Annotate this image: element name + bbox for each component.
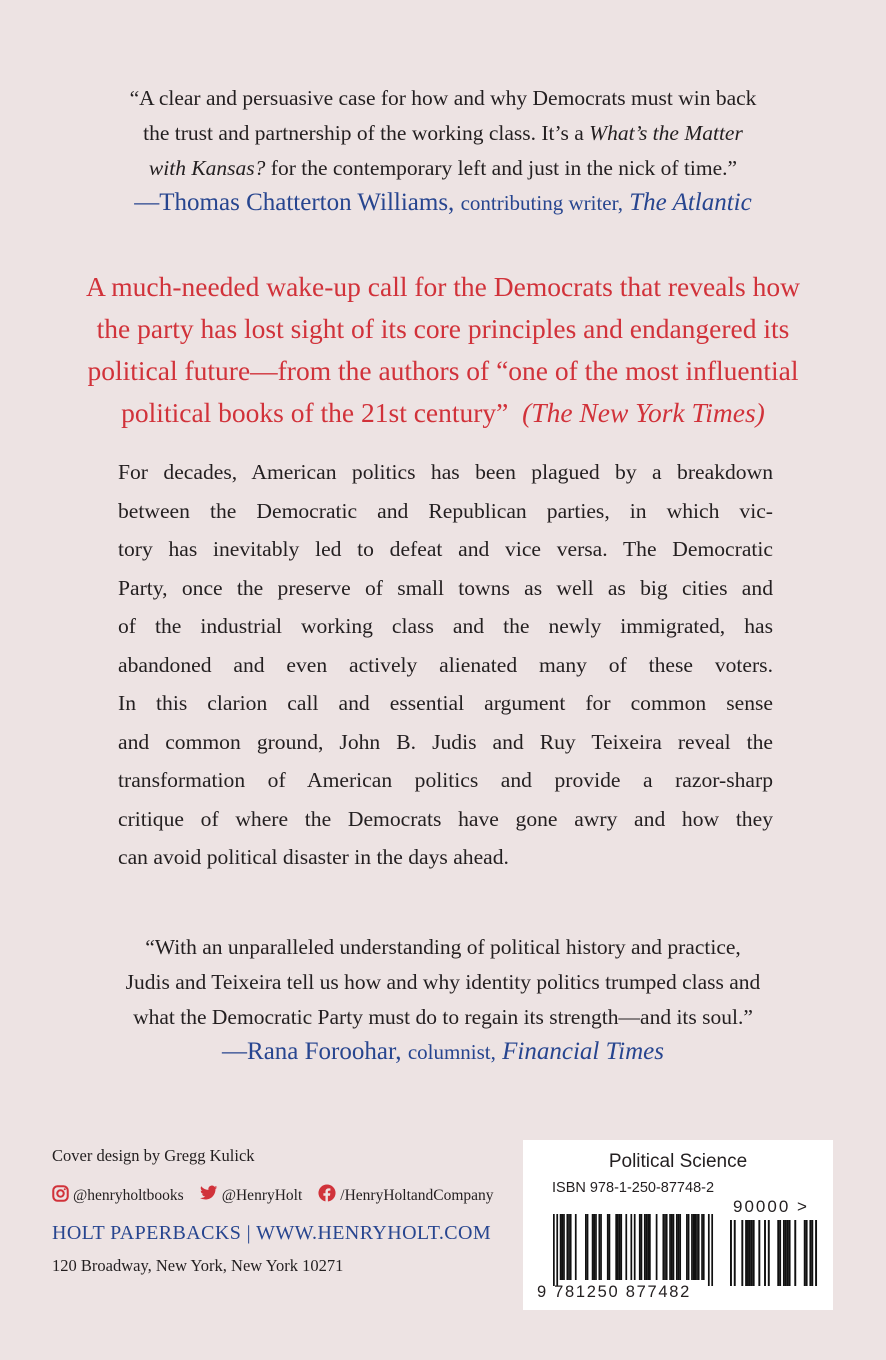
barcode-bar (600, 1214, 602, 1280)
instagram-link[interactable] (52, 1185, 184, 1207)
barcode-bar (783, 1220, 785, 1286)
barcode-bar (664, 1214, 666, 1280)
main-barcode-bars (553, 1214, 713, 1286)
barcode-bar (676, 1214, 678, 1280)
quote1-line2 (0, 116, 886, 151)
description-line: For decades, American politics has been plagued by a breakdown (118, 460, 773, 484)
barcode-bar (696, 1214, 698, 1280)
barcode-bar (815, 1220, 817, 1286)
description-line: and common ground, John B. Judis and Ruy Teixeira reveal the (118, 729, 773, 754)
barcode-bar (587, 1214, 589, 1280)
barcode-bar (693, 1214, 695, 1280)
quote2-line2: Judis and Teixeira tell us how and why identity politics trumped class and (125, 970, 761, 994)
twitter-icon (200, 1185, 222, 1206)
barcode-bar (671, 1214, 673, 1280)
barcode-bar (575, 1214, 577, 1280)
barcode-bar (566, 1214, 568, 1280)
barcode-bar (809, 1220, 811, 1286)
barcode-bar (734, 1220, 736, 1286)
barcode-bar (806, 1220, 808, 1286)
quote2-line1: “With an unparalleled understanding of political history and practice, (145, 935, 741, 959)
quote1-publication: The Atlantic (629, 189, 752, 216)
barcode-bar (644, 1214, 646, 1280)
quote2-attribution (0, 1035, 886, 1069)
twitter-handle: @HenryHolt (221, 1186, 303, 1204)
barcode-bar (634, 1214, 636, 1280)
price-code: 90000 > (733, 1197, 809, 1216)
barcode-bar (804, 1220, 806, 1286)
barcode-bar (615, 1214, 617, 1280)
headline-line3: political future—from the authors of “one of the most influential (87, 355, 799, 386)
quote1-line1: “A clear and persuasive case for how and why Democrats must win back (129, 86, 757, 110)
description-line: transformation of American politics and provide a razor-sharp (118, 768, 773, 792)
cover-design-credit: Cover design by Gregg Kulick (52, 1146, 255, 1165)
barcode-bar (619, 1214, 621, 1280)
barcode-bar (568, 1214, 570, 1280)
barcode-bar (570, 1214, 572, 1280)
instagram-icon (52, 1185, 73, 1207)
facebook-handle: /HenryHoltandCompany (340, 1186, 494, 1204)
barcode-bar (764, 1220, 766, 1286)
barcode-bar (646, 1214, 648, 1280)
barcode-bar (666, 1214, 668, 1280)
book-description (118, 453, 773, 877)
barcode-bar (625, 1214, 627, 1280)
isbn-barcode-box (523, 1140, 833, 1310)
barcode-bar (669, 1214, 671, 1280)
barcode-bar (598, 1214, 600, 1280)
quote2-role: columnist, (407, 1040, 496, 1064)
isbn-label: ISBN 978-1-250-87748-2 (552, 1180, 715, 1196)
quote1-author: —Thomas Chatterton Williams, (134, 189, 455, 216)
description-line: In this clarion call and essential argument for common sense (118, 691, 773, 715)
publisher-line[interactable]: HOLT PAPERBACKS | WWW.HENRYHOLT.COM (52, 1222, 492, 1244)
barcode-bar (679, 1214, 681, 1280)
quote1-book-title-part1: What’s the Matter (589, 121, 743, 145)
facebook-icon (318, 1184, 340, 1207)
barcode-bar (758, 1220, 760, 1286)
barcode-bar (730, 1220, 732, 1286)
description-line: Party, once the preserve of small towns as well as big cities and (118, 575, 773, 600)
barcode-bar (688, 1214, 690, 1280)
barcode-bar (553, 1214, 555, 1286)
quote2-author: —Rana Foroohar, (222, 1038, 402, 1065)
description-line: abandoned and even actively alienated many of these voters. (118, 652, 773, 677)
barcode-bar (678, 1214, 680, 1280)
headline-source: (The New York Times) (522, 397, 765, 428)
barcode-bar (556, 1214, 558, 1286)
quote1-line3-text: for the contemporary left and just in the nick of time.” (270, 156, 738, 180)
barcode-bar (708, 1214, 710, 1286)
barcode-bar (694, 1214, 696, 1280)
barcode-bar (779, 1220, 781, 1286)
quote1-book-title-part2: with Kansas? (148, 156, 266, 180)
barcode-bar (701, 1214, 703, 1280)
quote2-line3: what the Democratic Party must do to regain its strength—and its soul.” (133, 1005, 753, 1029)
barcode-bar (751, 1220, 753, 1286)
quote2-publication: Financial Times (502, 1038, 664, 1065)
barcode-bar (595, 1214, 597, 1280)
barcode-bar (698, 1214, 700, 1280)
barcode-bar (741, 1220, 743, 1286)
quote-rana-foroohar (0, 930, 886, 1069)
headline-line1: A much-needed wake-up call for the Democrats that reveals how (86, 271, 800, 302)
barcode-bar (662, 1214, 664, 1280)
quote1-line3 (0, 151, 886, 186)
barcode-bar (609, 1214, 611, 1280)
barcode-bar (641, 1214, 643, 1280)
barcode-bar (647, 1214, 649, 1280)
barcode-bar (794, 1220, 796, 1286)
instagram-handle: @henryholtbooks (73, 1186, 184, 1204)
quote1-line2-text: the trust and partnership of the working class. It’s a (143, 121, 584, 145)
category-label: Political Science (608, 1151, 748, 1172)
barcode-bar (811, 1220, 813, 1286)
barcode-bar (617, 1214, 619, 1280)
quote-thomas-chatterton-williams (0, 81, 886, 220)
barcode-bar (745, 1220, 747, 1286)
barcode-bar (747, 1220, 749, 1286)
headline-line4 (0, 392, 886, 434)
barcode-bar (785, 1220, 787, 1286)
barcode-bar (563, 1214, 565, 1280)
twitter-link[interactable] (200, 1185, 303, 1206)
barcode-bar (789, 1220, 791, 1286)
barcode-bar (560, 1214, 562, 1280)
addon-barcode-bars (730, 1220, 817, 1286)
description-line: can avoid political disaster in the days ahead. (118, 845, 509, 869)
barcode-bar (711, 1214, 713, 1286)
barcode-digits: 9 781250 877482 (537, 1283, 691, 1301)
barcode-bar (673, 1214, 675, 1280)
description-line: tory has inevitably led to defeat and vice versa. The Democratic (118, 537, 773, 561)
barcode-bar (620, 1214, 622, 1280)
barcode-bar (639, 1214, 641, 1280)
headline-blurb (0, 266, 886, 434)
barcode-bar (649, 1214, 651, 1280)
barcode-bar (749, 1220, 751, 1286)
barcode-bar (593, 1214, 595, 1280)
barcode-bar (703, 1214, 705, 1280)
description-line: of the industrial working class and the newly immigrated, has (118, 614, 773, 638)
barcode-bar (691, 1214, 693, 1280)
barcode-bar (787, 1220, 789, 1286)
barcode-bar (585, 1214, 587, 1280)
headline-line2: the party has lost sight of its core principles and endangered its (96, 313, 790, 344)
barcode-bar (753, 1220, 755, 1286)
facebook-link[interactable] (318, 1184, 493, 1207)
barcode-bar (656, 1214, 658, 1280)
barcode-bar (777, 1220, 779, 1286)
description-line: critique of where the Democrats have gone awry and how they (118, 806, 773, 831)
barcode-bar (630, 1214, 632, 1280)
publisher-address: 120 Broadway, New York, New York 10271 (52, 1256, 344, 1275)
quote1-attribution (0, 186, 886, 220)
description-line: between the Democratic and Republican parties, in which vic- (118, 498, 773, 523)
barcode-bar (607, 1214, 609, 1280)
quote1-role: contributing writer, (460, 191, 624, 215)
barcode-bar (592, 1214, 594, 1280)
headline-line4-text: political books of the 21st century” (121, 397, 509, 428)
social-links (52, 1184, 510, 1207)
barcode-bar (561, 1214, 563, 1280)
barcode-bar (768, 1220, 770, 1286)
barcode-bar (686, 1214, 688, 1280)
